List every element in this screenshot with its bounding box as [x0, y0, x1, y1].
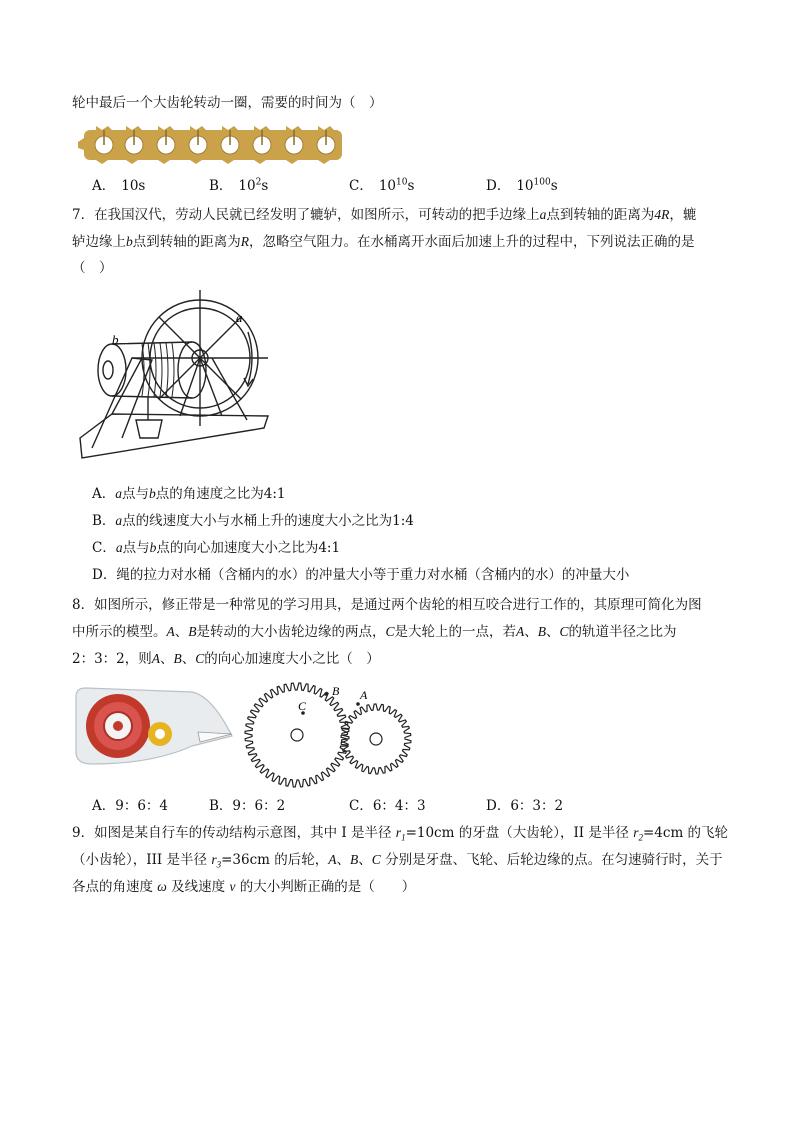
q9-stem-line2: （小齿轮），III 是半径 $r_3=36cm$ 的后轮，A、B、C 分别是牙盘、飞轮、后轮边缘的点。在匀速骑行时，关于: [72, 852, 723, 870]
fig-label-b: B: [332, 684, 340, 698]
q8-stem-line1: 8．如图所示，修正带是一种常见的学习用具，是通过两个齿轮的相互咬合进行工作的，其原理可简化为图: [72, 597, 702, 613]
q8-stem-line3: 2：3：2，则A、B、C的向心加速度大小之比（ ）: [72, 651, 380, 667]
fig-label-c: C: [298, 699, 307, 713]
q8-option-b[interactable]: B．9：6：2: [209, 798, 286, 814]
q7-option-c[interactable]: C．a点与b点的向心加速度大小之比为4:1: [92, 540, 341, 556]
q7-windlass-figure: [72, 288, 272, 468]
q8-option-c[interactable]: C．6：4：3: [349, 798, 426, 814]
q7-stem-line3: （ ）: [72, 260, 113, 276]
q8-option-a[interactable]: A．9：6：4: [92, 798, 169, 814]
q8-stem-line2: 中所示的模型。A、B是转动的大小齿轮边缘的两点，C是大轮上的一点，若A、B、C的轨道半径之比为: [72, 624, 677, 640]
point-a-marker: [356, 702, 360, 706]
q7-option-b[interactable]: B．a点的线速度大小与水桶上升的速度大小之比为1:4: [92, 513, 414, 529]
q8-correction-tape-figure: [72, 686, 234, 766]
q6-option-a[interactable]: A． 10s: [92, 178, 146, 194]
small-gear-outline: [341, 704, 411, 774]
fig-label-b: b: [112, 332, 119, 347]
q9-stem-line3: 各点的角速度 ω 及线速度 v 的大小判断正确的是（ ）: [72, 879, 416, 895]
q6-option-b[interactable]: B． $10^2s$: [209, 177, 269, 194]
q8-option-d[interactable]: D．6：3：2: [486, 798, 564, 814]
q8-gear-model-figure: [244, 680, 414, 792]
q6-option-c[interactable]: C． $10^{10}s$: [349, 177, 415, 194]
q6-option-d[interactable]: D． $10^{100}s$: [486, 177, 558, 194]
big-gear-outline: [245, 683, 349, 787]
fig-label-a: A: [360, 688, 368, 702]
small-gear: [341, 704, 411, 774]
point-b-marker: [324, 692, 328, 696]
fig-label-a: a: [236, 310, 243, 325]
q7-option-a[interactable]: A．a点与b点的角速度之比为4:1: [92, 486, 286, 502]
q9-stem-line1: 9．如图是某自行车的传动结构示意图，其中 I 是半径 $r_1=10cm$ 的牙盘（大齿轮），II 是半径 $r_2=4cm$ 的飞轮: [72, 825, 729, 843]
q7-option-d[interactable]: D．绳的拉力对水桶（含桶内的水）的冲量大小等于重力对水桶（含桶内的水）的冲量大小: [92, 567, 630, 583]
big-gear: [245, 683, 349, 787]
q6-gear-train-figure: [74, 120, 346, 170]
q6-stem: 轮中最后一个大齿轮转动一圈，需要的时间为（ ）: [72, 95, 383, 111]
q7-stem-line1: 7．在我国汉代，劳动人民就已经发明了辘轳，如图所示，可转动的把手边缘上a点到转轴的距离为4R，辘: [72, 207, 697, 223]
q7-stem-line2: 轳边缘上b点到转轴的距离为R，忽略空气阻力。在水桶离开水面后加速上升的过程中，下列说法正确的是: [72, 234, 695, 250]
